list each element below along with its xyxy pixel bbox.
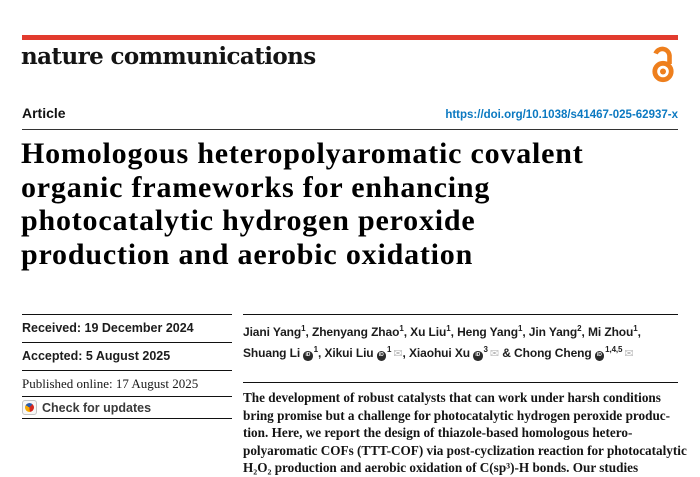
- author: Xiaohui Xu $iD^3$ ✉ &: [409, 345, 515, 360]
- header-rule: [22, 129, 678, 130]
- open-access-icon: [649, 45, 677, 83]
- orcid-icon[interactable]: iD: [303, 351, 313, 361]
- envelope-icon[interactable]: ✉: [624, 348, 634, 360]
- author: Shuang Li $iD^1$,: [243, 345, 325, 360]
- author-list: [243, 314, 678, 363]
- author: Zhenyang Zhao$^1$,: [311, 324, 411, 339]
- author: Xikui Liu $iD^1$ ✉,: [324, 345, 409, 360]
- envelope-icon[interactable]: ✉: [489, 348, 499, 360]
- author: Xu Liu$^1$,: [410, 324, 458, 339]
- envelope-icon[interactable]: ✉: [393, 348, 403, 360]
- orcid-icon[interactable]: iD: [473, 351, 483, 361]
- check-for-updates-button[interactable]: [22, 396, 232, 419]
- article-type-row: [22, 105, 678, 121]
- check-for-updates-label: Check for updates: [42, 400, 152, 415]
- doi-link[interactable]: https://doi.org/10.1038/s41467-025-62937-x: [445, 109, 678, 121]
- content-column: [243, 314, 687, 477]
- brand-color-bar: [22, 35, 678, 40]
- accepted-date: Accepted: 5 August 2025: [22, 342, 232, 370]
- abstract-line: bring promise but a challenge for photocatalytic hydrogen peroxide produc-: [243, 407, 671, 423]
- title-line: photocatalytic hydrogen peroxide: [21, 204, 476, 237]
- author: Jiani Yang$^1$,: [243, 324, 312, 339]
- metadata-column: [22, 314, 232, 419]
- orcid-icon[interactable]: iD: [595, 351, 605, 361]
- title-line: production and aerobic oxidation: [21, 237, 474, 271]
- article-type-label: Article: [22, 105, 66, 121]
- received-date: Received: 19 December 2024: [22, 314, 232, 342]
- abstract-line: The development of robust catalysts that can work under harsh conditions: [243, 390, 661, 405]
- title-line: Homologous heteropolyaromatic covalent: [21, 137, 584, 170]
- author: Chong Cheng iD$^{1,4,5}$ ✉: [514, 345, 634, 360]
- author: Mi Zhou$^1$,: [587, 324, 641, 339]
- published-date: Published online: 17 August 2025: [22, 370, 232, 396]
- author: Jin Yang$^2$,: [528, 324, 588, 339]
- crossmark-icon: [22, 400, 37, 415]
- journal-wordmark: nature communications: [21, 43, 316, 70]
- abstract-line: H₂O₂ production and aerobic oxidation of C(sp³)-H bonds. Our studies: [243, 460, 639, 476]
- author: Heng Yang$^1$,: [457, 324, 529, 339]
- abstract-line: polyaromatic COFs (TTT-COF) via post-cyclization reaction for photocatalytic: [243, 442, 687, 458]
- abstract-text: [243, 382, 687, 477]
- abstract-line: tion. Here, we report the design of thiazole-based homologous hetero-: [243, 425, 633, 441]
- title-line: organic frameworks for enhancing: [21, 170, 491, 204]
- orcid-icon[interactable]: iD: [377, 351, 387, 361]
- article-title: [21, 137, 686, 271]
